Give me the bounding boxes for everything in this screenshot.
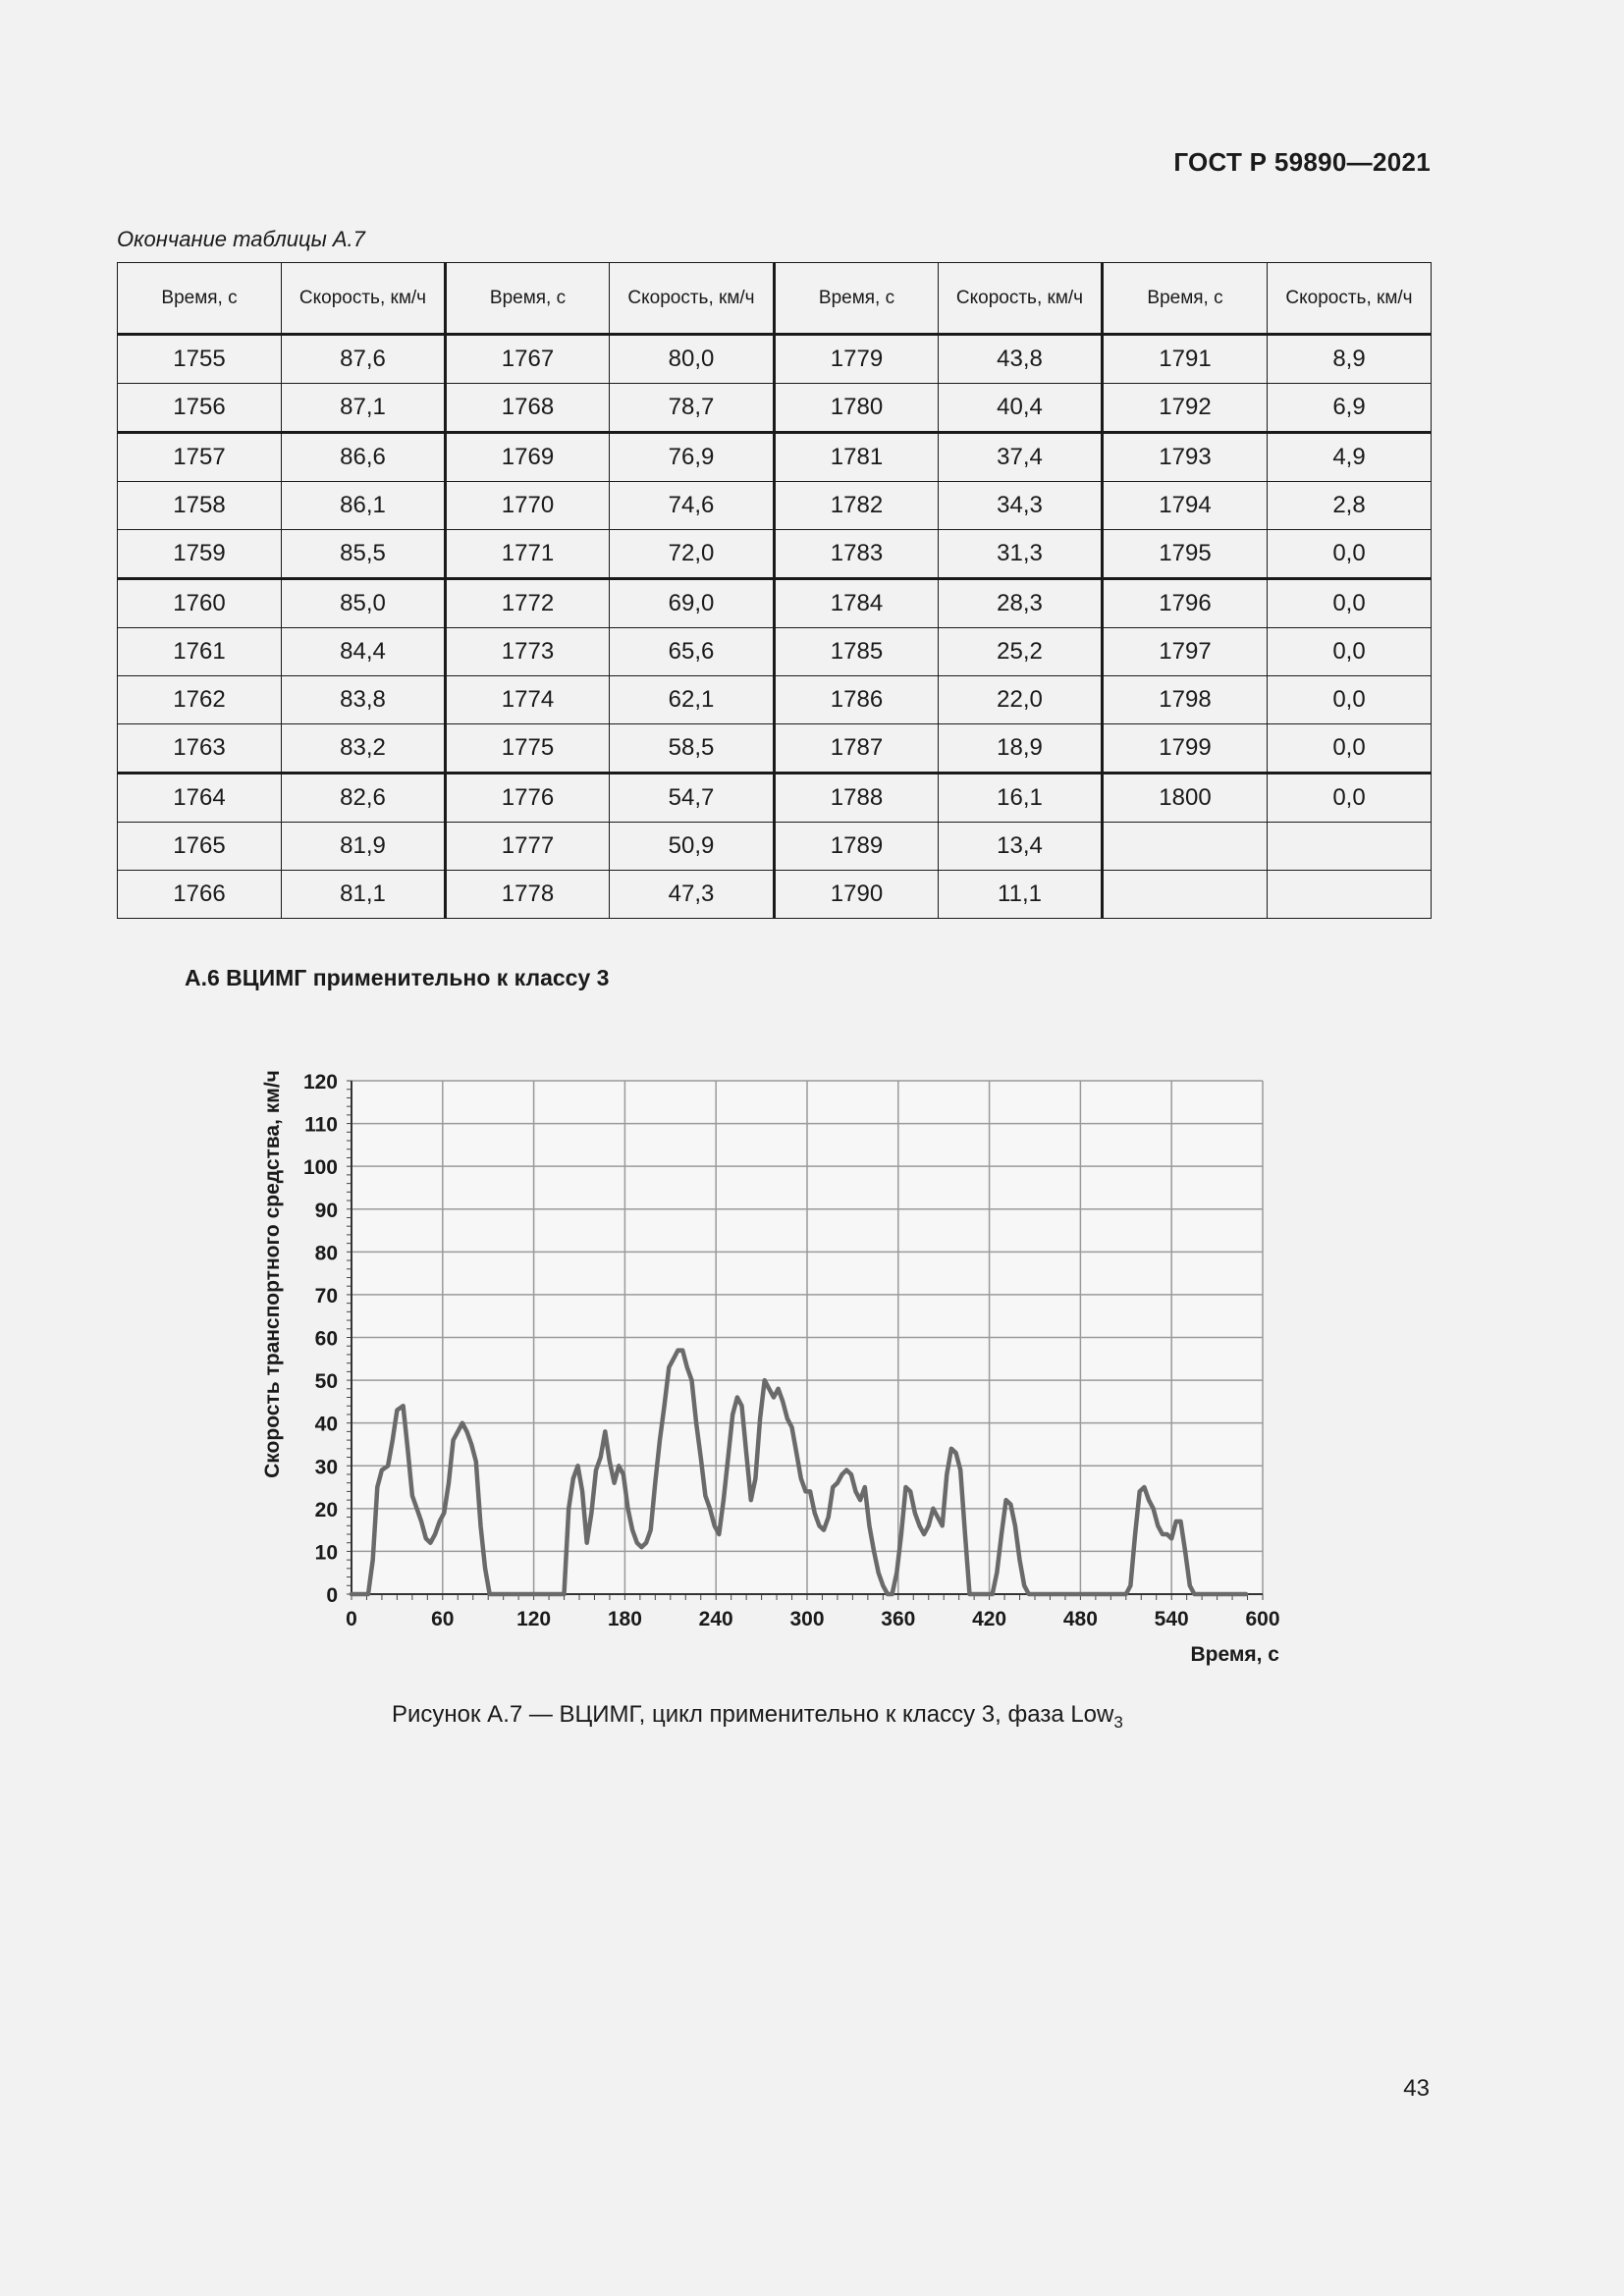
table-cell: 1795: [1103, 530, 1268, 579]
table-cell: 1788: [775, 774, 939, 823]
table-cell: 62,1: [610, 676, 775, 724]
table-cell: 1791: [1103, 335, 1268, 384]
table-cell: 76,9: [610, 433, 775, 482]
table-cell: 1767: [446, 335, 610, 384]
table-cell: 1799: [1103, 724, 1268, 774]
table-cell: 28,3: [939, 579, 1103, 628]
y-tick-label: 70: [314, 1284, 338, 1308]
page-number: 43: [1403, 2075, 1430, 2102]
table-cell: 1759: [118, 530, 282, 579]
table-cell: 22,0: [939, 676, 1103, 724]
table-cell: 1782: [775, 482, 939, 530]
table-cell: 11,1: [939, 871, 1103, 919]
y-tick-label: 120: [302, 1071, 338, 1094]
table-cell: 0,0: [1268, 579, 1432, 628]
table-cell: 1783: [775, 530, 939, 579]
y-tick-label: 30: [314, 1456, 338, 1479]
table-cell: 69,0: [610, 579, 775, 628]
table-cell: 1762: [118, 676, 282, 724]
table-cell: 1796: [1103, 579, 1268, 628]
table-cell: 80,0: [610, 335, 775, 384]
table-cell: 87,6: [282, 335, 446, 384]
table-cell: 1778: [446, 871, 610, 919]
table-cell: 78,7: [610, 384, 775, 433]
table-cell: 37,4: [939, 433, 1103, 482]
table-cell: 1757: [118, 433, 282, 482]
table-cell: 58,5: [610, 724, 775, 774]
x-tick-label: 180: [607, 1608, 642, 1630]
section-heading: А.6 ВЦИМГ применительно к классу 3: [185, 965, 610, 990]
y-tick-label: 90: [314, 1199, 338, 1222]
figure-caption: Рисунок А.7 — ВЦИМГ, цикл применительно к классу 3, фаза Low$_3$: [392, 1701, 1123, 1732]
table-cell: 1763: [118, 724, 282, 774]
x-tick-label: 120: [516, 1608, 552, 1630]
table-cell: 74,6: [610, 482, 775, 530]
table-cell: 1774: [446, 676, 610, 724]
y-tick-label: 40: [314, 1413, 338, 1436]
column-header: Время, с: [1103, 263, 1268, 335]
y-tick-label: 60: [314, 1327, 338, 1351]
table-cell: 1760: [118, 579, 282, 628]
table-cell: 47,3: [610, 871, 775, 919]
x-tick-label: 420: [972, 1608, 1007, 1630]
table-cell: 86,1: [282, 482, 446, 530]
column-header: Время, с: [118, 263, 282, 335]
table-cell: 0,0: [1268, 676, 1432, 724]
table-cell: 84,4: [282, 628, 446, 676]
table-cell: 18,9: [939, 724, 1103, 774]
table-cell: 1769: [446, 433, 610, 482]
table-cell: 83,2: [282, 724, 446, 774]
table-cell: 43,8: [939, 335, 1103, 384]
table-cell: 85,5: [282, 530, 446, 579]
table-cell: 87,1: [282, 384, 446, 433]
column-header: Время, с: [775, 263, 939, 335]
table-cell: 0,0: [1268, 724, 1432, 774]
table-cell: 1787: [775, 724, 939, 774]
standard-code: ГОСТ Р 59890—2021: [1173, 147, 1431, 177]
column-header: Скорость, км/ч: [939, 263, 1103, 335]
y-tick-label: 50: [314, 1370, 338, 1394]
table-cell: 1765: [118, 823, 282, 871]
table-cell: 1768: [446, 384, 610, 433]
table-cell: 72,0: [610, 530, 775, 579]
table-cell: 1780: [775, 384, 939, 433]
x-tick-label: 360: [881, 1608, 916, 1630]
table-cell: 16,1: [939, 774, 1103, 823]
table-cell: 82,6: [282, 774, 446, 823]
table-cell: 1761: [118, 628, 282, 676]
table-cell: 1798: [1103, 676, 1268, 724]
table-cell: 1792: [1103, 384, 1268, 433]
y-tick-label: 110: [304, 1113, 338, 1137]
table-cell: 1758: [118, 482, 282, 530]
y-axis-label: Скорость транспортного средства, км/ч: [261, 1070, 284, 1478]
table-cell: 1793: [1103, 433, 1268, 482]
table-cell: 13,4: [939, 823, 1103, 871]
x-tick-label: 300: [789, 1608, 825, 1630]
y-tick-label: 100: [302, 1156, 338, 1180]
table-cell: 1786: [775, 676, 939, 724]
table-cell: 4,9: [1268, 433, 1432, 482]
table-cell: 81,9: [282, 823, 446, 871]
table-cell: 1794: [1103, 482, 1268, 530]
table-cell: 8,9: [1268, 335, 1432, 384]
x-tick-label: 60: [431, 1608, 455, 1630]
table-cell: 81,1: [282, 871, 446, 919]
table-cell: 86,6: [282, 433, 446, 482]
x-tick-label: 240: [698, 1608, 733, 1630]
table-cell: 1789: [775, 823, 939, 871]
table-cell: 85,0: [282, 579, 446, 628]
table-cell: 1771: [446, 530, 610, 579]
table-caption: Окончание таблицы А.7: [117, 227, 365, 251]
table-cell: 1772: [446, 579, 610, 628]
y-tick-label: 10: [314, 1541, 338, 1565]
column-header: Скорость, км/ч: [610, 263, 775, 335]
table-cell: 83,8: [282, 676, 446, 724]
table-cell: 1776: [446, 774, 610, 823]
x-tick-label: 600: [1245, 1608, 1280, 1630]
table-cell: 25,2: [939, 628, 1103, 676]
table-cell: 1784: [775, 579, 939, 628]
x-tick-label: 0: [346, 1608, 357, 1630]
table-cell: 1779: [775, 335, 939, 384]
table-cell: 0,0: [1268, 530, 1432, 579]
table-cell: 1755: [118, 335, 282, 384]
table-cell: 1781: [775, 433, 939, 482]
table-cell: 2,8: [1268, 482, 1432, 530]
table-cell: 65,6: [610, 628, 775, 676]
table-cell: 31,3: [939, 530, 1103, 579]
y-tick-label: 80: [314, 1242, 338, 1265]
table-cell: 1800: [1103, 774, 1268, 823]
column-header: Скорость, км/ч: [282, 263, 446, 335]
table-cell: 1773: [446, 628, 610, 676]
table-cell: 6,9: [1268, 384, 1432, 433]
y-tick-label: 20: [314, 1498, 338, 1522]
table-cell: 1764: [118, 774, 282, 823]
table-cell: 1785: [775, 628, 939, 676]
column-header: Скорость, км/ч: [1268, 263, 1432, 335]
table-cell: 1770: [446, 482, 610, 530]
table-cell: 1756: [118, 384, 282, 433]
table-cell: 1790: [775, 871, 939, 919]
table-cell: 40,4: [939, 384, 1103, 433]
table-cell: 1775: [446, 724, 610, 774]
table-cell: 54,7: [610, 774, 775, 823]
table-cell: 50,9: [610, 823, 775, 871]
x-tick-label: 540: [1154, 1608, 1189, 1630]
x-axis-label: Время, с: [1190, 1643, 1279, 1666]
table-cell: 0,0: [1268, 774, 1432, 823]
table-cell: 34,3: [939, 482, 1103, 530]
table-cell: 1766: [118, 871, 282, 919]
y-tick-label: 0: [326, 1584, 338, 1607]
table-cell: 0,0: [1268, 628, 1432, 676]
table-cell: 1797: [1103, 628, 1268, 676]
table-cell: 1777: [446, 823, 610, 871]
x-tick-label: 480: [1062, 1608, 1098, 1630]
column-header: Время, с: [446, 263, 610, 335]
